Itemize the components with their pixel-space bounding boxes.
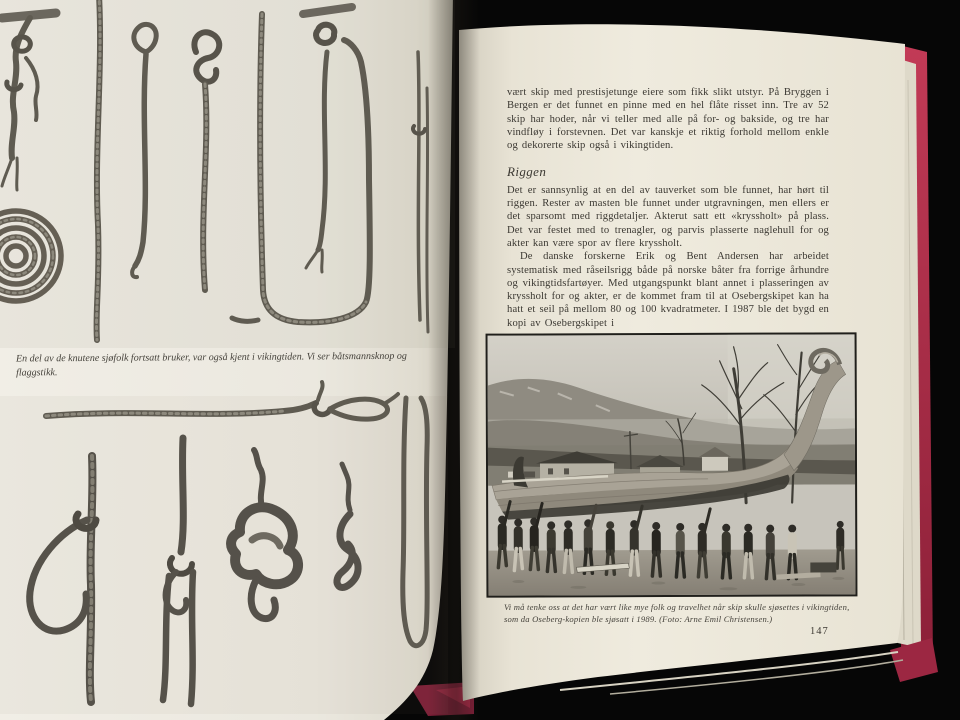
page-number: 147 <box>810 626 829 637</box>
paragraph-andersen: De danske forskerne Erik og Bent Andersen har arbeidet systematisk med råseilsrigg både på norske båter fra forrige århundre og vikingtidsfartøyer. Med utgangspunkt blant annet i plasseringen av kryssholt for og akter, er de kommet fram til at Osebergskipet kan ha hatt et seil på mellom 80 og 100 kvadratmeter. I 1987 ble det bygd en kopi av Osebergskipet i <box>507 251 829 329</box>
photo-tint-top <box>0 0 455 348</box>
thin-rope-strand <box>418 52 420 320</box>
paragraph-continuation: vært skip med prestisjetunge eiere som fikk slikt utstyr. På Bryggen i Bergen er det funnet en pinne med en hel flåte risset inn. Tre av 52 skip har hoder, når vi teller med alle på for- og bakside, og tre har vindfløy i forstevnen. Det var kanskje et riktig forhold mellom enkle og dekorerte skip også i vikingtiden. <box>507 87 829 152</box>
ship-launch-photo <box>486 332 858 597</box>
right-photo-caption: Vi må tenke oss at det har vært like mye folk og travelhet når skip skulle sjøsettes i vikingtiden, som da Oseberg-kopien ble sjøsatt i 1989. (Foto: Arne Emil Christensen.) <box>504 602 850 624</box>
ship-launch-photo-art <box>488 334 856 595</box>
right-page-text-block <box>507 86 829 330</box>
left-page-caption: En del av de knutene sjøfolk fortsatt bruker, var også kjent i vikingtiden. Vi ser båtsmannsknop og flaggstikk. <box>15 350 407 378</box>
paragraph-rigging: Det er sannsynlig at en del av tauverket som ble funnet, har hørt til riggen. Rester av masten ble funnet under utgravningen, men ellers er det sparsomt med riggdetaljer. Akterut satt ett «kryssholt» på plass. Det var festet med to trenagler, og parvis plasserte naglehull for og akter kan være spor av flere kryssholt. <box>507 184 829 249</box>
photo-tint-bottom <box>0 396 448 714</box>
section-heading-riggen: Riggen <box>507 164 547 180</box>
rope-strand <box>181 438 183 552</box>
rope-tail <box>191 572 193 704</box>
thin-rope-strand <box>427 88 428 332</box>
ground <box>488 549 855 595</box>
